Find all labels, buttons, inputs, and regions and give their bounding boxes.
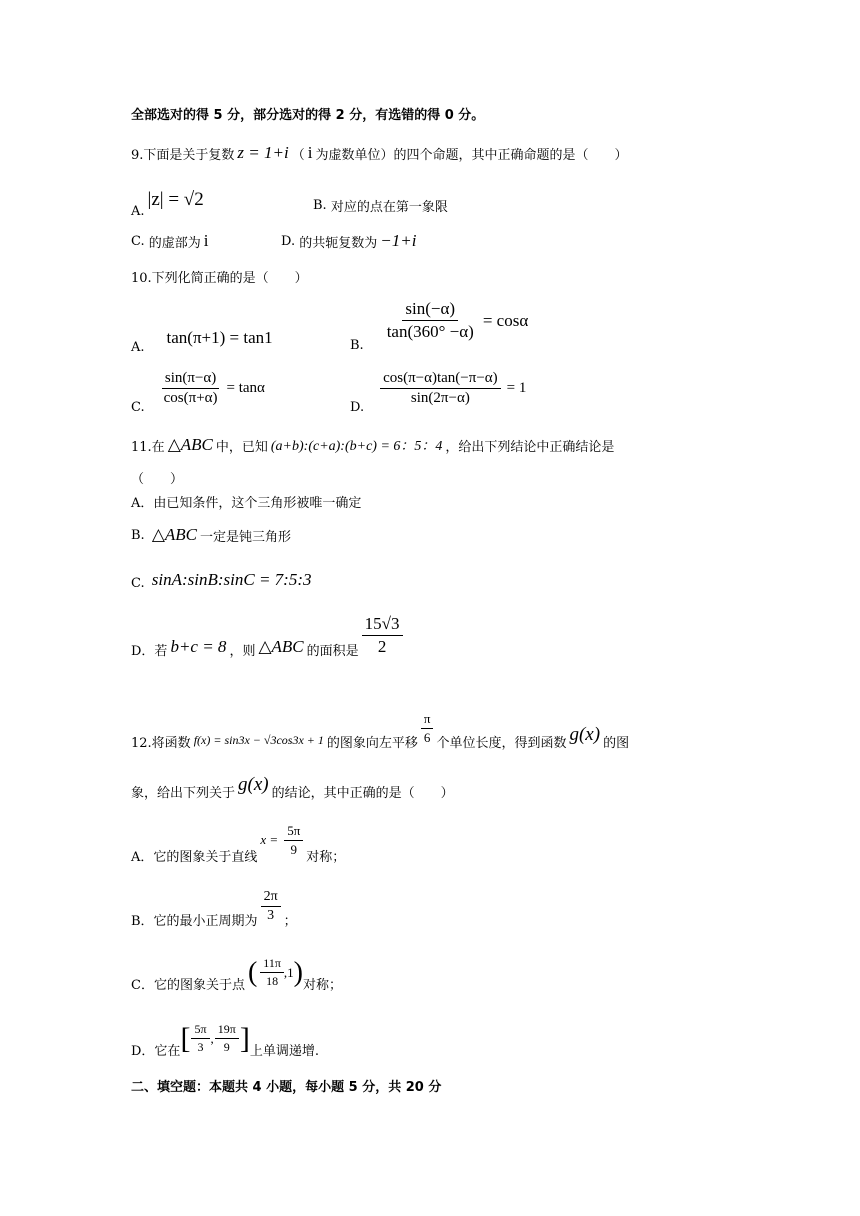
q12-line2-prefix: 象，给出下列关于	[131, 786, 236, 801]
q9-d-label: D.	[281, 233, 296, 249]
q12-prefix: 12.将函数	[131, 736, 191, 751]
q12-d-right-bracket: ]	[239, 1021, 250, 1055]
q12-d-text: D．它在	[131, 1044, 181, 1059]
q10-b-label: B.	[350, 338, 364, 353]
q12-line2-suffix: 的结论，其中正确的是（ ）	[271, 786, 454, 801]
q10-c-denominator: cos(π+α)	[163, 390, 218, 406]
q11-d-triangle: △ABC	[258, 636, 304, 656]
q11-paren: （ ）	[131, 472, 184, 487]
q12-mid2: 个单位长度，得到函数	[436, 736, 567, 751]
q11-ratio: (a+b):(c+a):(b+c) = 6：5：4	[270, 439, 443, 454]
q10-c-fraction	[161, 370, 221, 407]
question-9-stem	[131, 143, 627, 163]
q9-paren-post: 为虚数单位）的四个命题，其中正确命题的是（ ）	[315, 147, 628, 163]
q12-shift-fraction	[421, 711, 434, 746]
q12-shift-numerator: π	[421, 711, 434, 729]
q12-d-denominator-1: 3	[197, 1040, 204, 1054]
q12-c-y: ,1	[283, 964, 294, 980]
q9-d-text: 的共轭复数为	[299, 235, 378, 251]
q10-a-label: A.	[131, 340, 145, 355]
q11-prefix: 11.在	[131, 439, 165, 455]
q11-d-label: D．若	[131, 644, 168, 659]
q12-a-suffix: 对称；	[306, 850, 346, 865]
q9-a-expr: |z| = √2	[147, 188, 204, 210]
q11-c-label: C.	[131, 576, 145, 591]
q9-option-a	[131, 186, 207, 219]
q9-c-expr: i	[203, 231, 209, 250]
q12-option-a	[131, 816, 345, 865]
q9-option-c	[131, 231, 212, 251]
q12-shift-denominator: 6	[423, 730, 431, 745]
q12-a-numerator: 5π	[284, 823, 303, 841]
q11-b-label: B.	[131, 527, 145, 543]
q9-a-label: A.	[131, 204, 145, 219]
q11-option-c	[131, 568, 315, 591]
q9-b-text: 对应的点在第一象限	[330, 200, 448, 215]
q10-c-rhs: = tanα	[226, 380, 265, 396]
q12-option-d	[131, 1018, 319, 1059]
q12-a-fraction	[284, 823, 303, 858]
q9-i-symbol: i	[307, 143, 313, 162]
q12-d-numerator-2: 19π	[215, 1022, 239, 1039]
q12-d-fraction-2	[215, 1022, 239, 1055]
q12-option-b	[131, 884, 297, 929]
q9-expr: z = 1+i	[237, 143, 289, 162]
section-note: 全部选对的得 5 分，部分选对的得 2 分，有选错的得 0 分。	[131, 108, 485, 123]
q9-prefix: 9.下面是关于复数	[131, 147, 235, 163]
q9-d-expr: −1+i	[380, 231, 417, 250]
q12-g: g(x)	[569, 723, 601, 745]
q11-d-mid: ，则	[229, 644, 256, 659]
q10-option-a	[131, 320, 276, 355]
q12-function: f(x) = sin3x − √3cos3x + 1	[193, 733, 324, 747]
q12-a-denominator: 9	[290, 842, 297, 857]
q10-d-numerator: cos(π−α)tan(−π−α)	[380, 370, 501, 389]
q10-d-rhs: = 1	[506, 380, 527, 396]
q12-b-denominator: 3	[267, 908, 275, 923]
q11-d-text: 的面积是	[306, 644, 359, 659]
q12-mid: 的图象向左平移	[326, 736, 418, 751]
q12-c-denominator: 18	[266, 974, 279, 988]
q9-paren-pre: （	[291, 147, 305, 163]
q10-c-label: C.	[131, 400, 145, 415]
q11-c-expr: sinA:sinB:sinC = 7:5:3	[151, 569, 312, 589]
q10-d-label: D.	[350, 400, 365, 415]
q10-d-denominator: sin(2π−α)	[410, 390, 470, 406]
q10-a-expr: tan(π+1) = tan1	[166, 327, 273, 347]
q11-option-d	[131, 612, 406, 659]
q9-b-label: B.	[313, 198, 327, 213]
q12-d-comma: ,	[210, 1030, 214, 1046]
q12-d-fraction-1	[191, 1022, 209, 1055]
q11-d-fraction	[362, 614, 403, 657]
q11-b-text: 一定是钝三角形	[200, 529, 292, 545]
q9-c-label: C.	[131, 233, 145, 249]
q12-a-x: x =	[260, 831, 279, 847]
q12-d-numerator-1: 5π	[191, 1022, 209, 1039]
q10-option-b	[350, 288, 531, 353]
q11-b-triangle: △ABC	[151, 525, 198, 544]
q11-triangle: △ABC	[167, 435, 213, 454]
q10-b-fraction	[384, 299, 477, 342]
q11-mid: 中，已知	[215, 439, 268, 455]
q12-b-text: B．它的最小正周期为	[131, 914, 258, 929]
q12-d-left-bracket: [	[180, 1021, 191, 1055]
q12-b-fraction	[261, 889, 281, 924]
q12-line2-g: g(x)	[238, 773, 269, 795]
q12-suffix: 的图	[603, 736, 630, 751]
q12-d-suffix: 上单调递增.	[249, 1044, 319, 1059]
q9-option-d	[281, 231, 419, 251]
q11-suffix: ，给出下列结论中正确结论是	[445, 439, 615, 455]
q11-d-denominator: 2	[377, 637, 387, 656]
q12-b-numerator: 2π	[261, 889, 281, 907]
q12-c-left-paren: (	[247, 956, 258, 988]
q10-option-d	[350, 362, 529, 415]
q11-option-b	[131, 525, 291, 545]
q9-c-text: 的虚部为	[148, 235, 201, 251]
question-10-stem: 10.下列化简正确的是（ ）	[131, 271, 308, 286]
q12-b-suffix: ；	[283, 914, 297, 929]
q12-c-text: C．它的图象关于点	[131, 978, 245, 993]
q10-option-c	[131, 362, 268, 415]
q12-c-suffix: 对称；	[302, 978, 342, 993]
q11-d-numerator: 15√3	[362, 614, 403, 636]
section-2-heading: 二、填空题：本题共 4 小题，每小题 5 分，共 20 分	[131, 1080, 442, 1095]
q11-option-a: A．由已知条件，这个三角形被唯一确定	[131, 496, 362, 511]
q9-option-b	[313, 196, 448, 215]
q12-line2	[131, 768, 454, 801]
q11-d-condition: b+c = 8	[170, 636, 227, 656]
q12-c-fraction	[260, 956, 284, 989]
q12-option-c	[131, 952, 342, 993]
question-11-stem	[131, 435, 614, 455]
q10-b-numerator: sin(−α)	[402, 299, 458, 321]
q12-c-numerator: 11π	[260, 956, 284, 973]
q10-b-rhs: = cosα	[482, 310, 529, 330]
q10-d-fraction	[380, 370, 501, 407]
q12-a-text: A．它的图象关于直线	[131, 850, 258, 865]
q12-d-denominator-2: 9	[223, 1040, 230, 1054]
q12-c-right-paren: )	[293, 956, 303, 988]
q10-b-denominator: tan(360° −α)	[386, 322, 474, 341]
q10-c-numerator: sin(π−α)	[162, 370, 219, 389]
question-12-stem	[131, 706, 629, 751]
